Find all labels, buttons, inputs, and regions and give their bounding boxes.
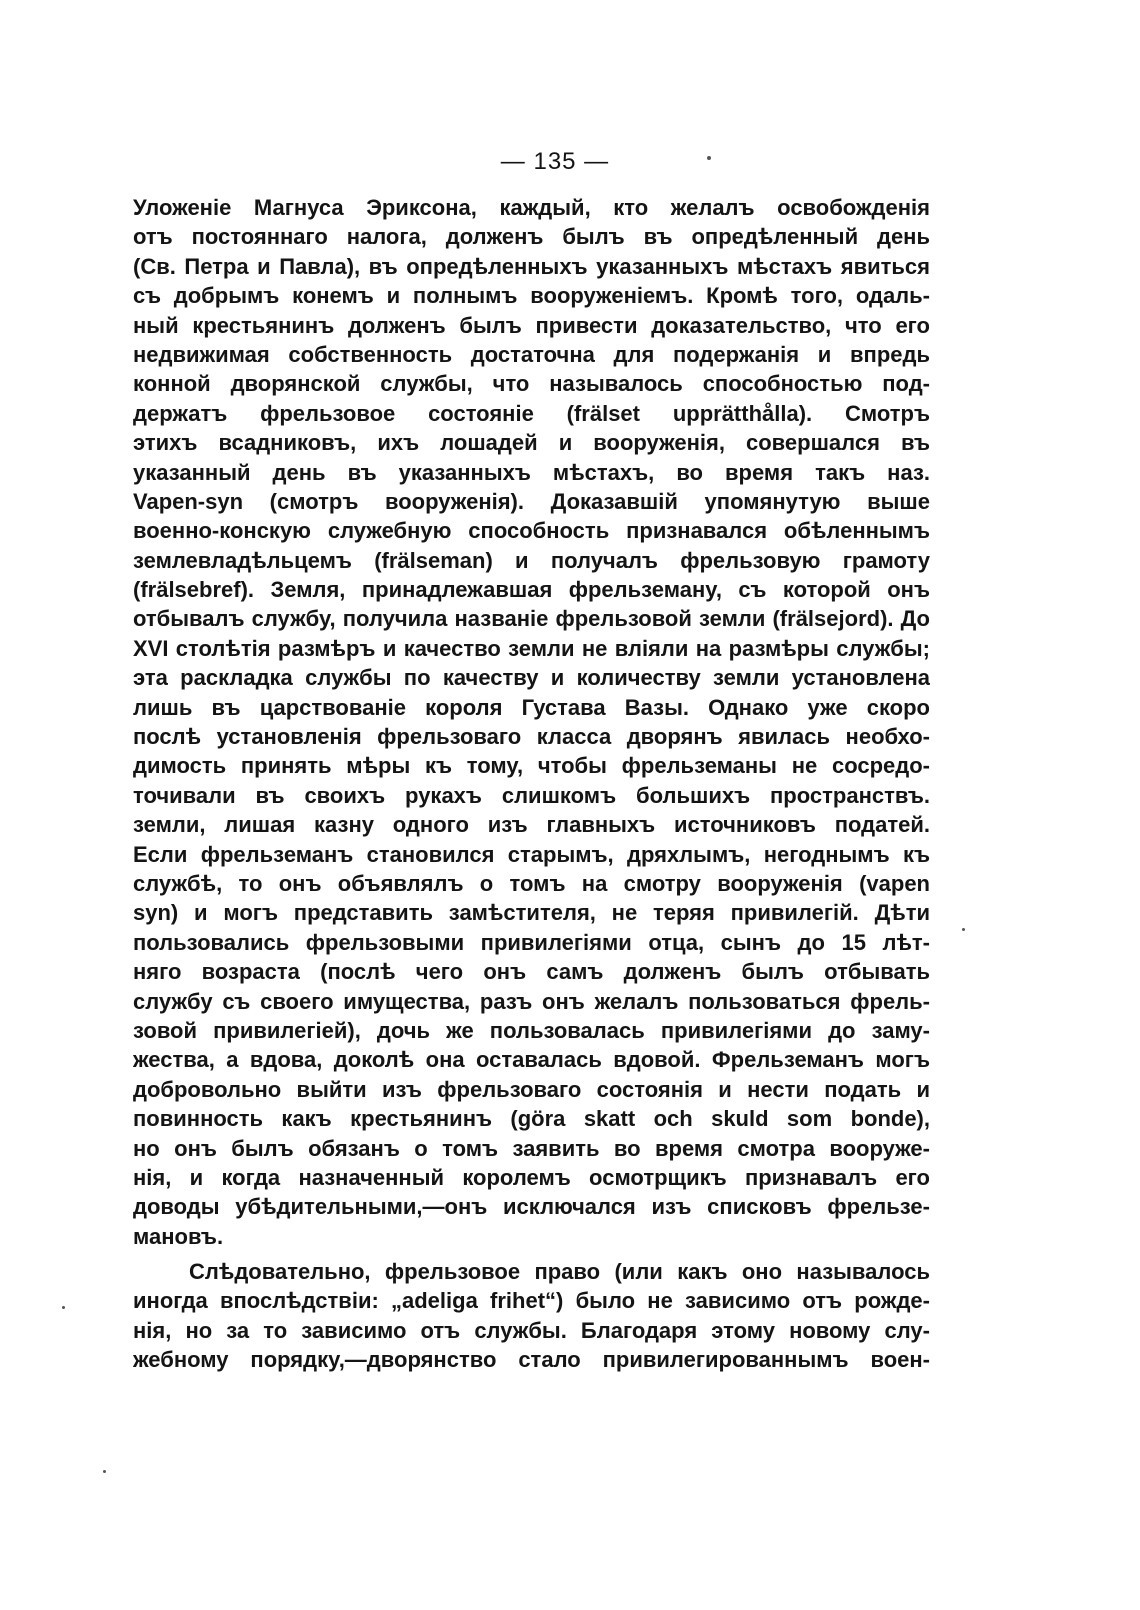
- text-line: повинность какъ крестьянинъ (göra skatt och skuld som bonde),: [133, 1106, 930, 1132]
- text-line: службѣ, то онъ объявлялъ о томъ на смотру вооруженія (vapen: [133, 870, 930, 896]
- text-line: няго возраста (послѣ чего онъ самъ долженъ былъ отбывать: [133, 959, 930, 985]
- text-line: Vapen-syn (смотръ вооруженія). Доказавшій упомянутую выше: [133, 488, 930, 514]
- text-line: этихъ всадниковъ, ихъ лошадей и вооруженія, совершался въ: [133, 430, 930, 456]
- text-line: жества, а вдова, доколѣ она оставалась вдовой. Фрельземанъ могъ: [133, 1047, 930, 1073]
- text-line: Уложеніе Магнуса Эриксона, каждый, кто желалъ освобожденія: [133, 195, 930, 220]
- text-line: но онъ былъ обязанъ о томъ заявить во время смотра вооруже-: [133, 1135, 930, 1161]
- text-line: зовой привилегіей), дочь же пользовалась привилегіями до заму-: [133, 1017, 930, 1043]
- text-line: XVI столѣтія размѣръ и качество земли не вліяли на размѣры службы;: [133, 635, 930, 661]
- text-line: держатъ фрельзовое состояніе (frälset upprätthålla). Смотръ: [133, 400, 930, 426]
- text-line: Слѣдовательно, фрельзовое право (или какъ оно называлось: [189, 1259, 930, 1285]
- text-line: (frälsebref). Земля, принадлежавшая фрельземану, съ которой онъ: [133, 577, 930, 603]
- paragraph: [133, 1257, 930, 1375]
- text-line: недвижимая собственность достаточна для подержанія и впредь: [133, 341, 930, 367]
- text-line: землевладѣльцемъ (frälseman) и получалъ фрельзовую грамоту: [133, 547, 930, 573]
- page-number: — 135 —: [500, 148, 610, 175]
- text-line: нія, но за то зависимо отъ службы. Благодаря этому новому слу-: [133, 1317, 930, 1343]
- text-line: послѣ установленія фрельзоваго класса дворянъ явилась необхо-: [133, 724, 930, 750]
- text-line: (Св. Петра и Павла), въ опредѣленныхъ указанныхъ мѣстахъ явиться: [133, 253, 930, 279]
- body-text: [133, 193, 930, 1375]
- scan-speck: [103, 1470, 106, 1473]
- text-line: отъ постояннаго налога, долженъ былъ въ опредѣленный день: [133, 224, 930, 250]
- text-line: иногда впослѣдствіи: „adeliga frihet“) было не зависимо отъ рожде-: [133, 1288, 930, 1314]
- scan-speck: [62, 1306, 65, 1309]
- text-line: земли, лишая казну одного изъ главныхъ источниковъ податей.: [133, 812, 930, 838]
- text-line: жебному порядку,—дворянство стало привилегированнымъ воен-: [133, 1347, 930, 1373]
- text-line: службу съ своего имущества, разъ онъ желалъ пользоваться фрель-: [133, 988, 930, 1014]
- text-line: отбывалъ службу, получила названіе фрельзовой земли (frälsejord). До: [133, 606, 930, 632]
- text-line: syn) и могъ представить замѣстителя, не теряя привилегій. Дѣти: [133, 900, 930, 926]
- text-line: добровольно выйти изъ фрельзоваго состоянія и нести подать и: [133, 1076, 930, 1102]
- paragraph: [133, 193, 930, 1251]
- text-line: доводы убѣдительными,—онъ исключался изъ списковъ фрельзе-: [133, 1194, 930, 1220]
- scan-speck: [962, 928, 965, 931]
- text-line: указанный день въ указанныхъ мѣстахъ, во время такъ наз.: [133, 459, 930, 485]
- text-line: эта раскладка службы по качеству и количеству земли установлена: [133, 665, 930, 691]
- text-line: лишь въ царствованіе короля Густава Вазы. Однако уже скоро: [133, 694, 930, 720]
- text-line: съ добрымъ конемъ и полнымъ вооруженіемъ. Кромѣ того, одаль-: [133, 283, 930, 309]
- text-line: нія, и когда назначенный королемъ осмотрщикъ признавалъ его: [133, 1164, 930, 1190]
- text-line: Если фрельземанъ становился старымъ, дряхлымъ, негоднымъ къ: [133, 841, 930, 867]
- text-line: димость принять мѣры къ тому, чтобы фрельземаны не сосредо-: [133, 753, 930, 779]
- text-line: конной дворянской службы, что называлось способностью под-: [133, 371, 930, 397]
- text-line: точивали въ своихъ рукахъ слишкомъ большихъ пространствъ.: [133, 782, 930, 808]
- scan-speck: [707, 156, 711, 160]
- text-line: военно-конскую служебную способность признавался обѣленнымъ: [133, 518, 930, 544]
- text-line: мановъ.: [133, 1223, 224, 1249]
- text-line: пользовались фрельзовыми привилегіями отца, сынъ до 15 лѣт-: [133, 929, 930, 955]
- text-line: ный крестьянинъ долженъ былъ привести доказательство, что его: [133, 312, 930, 338]
